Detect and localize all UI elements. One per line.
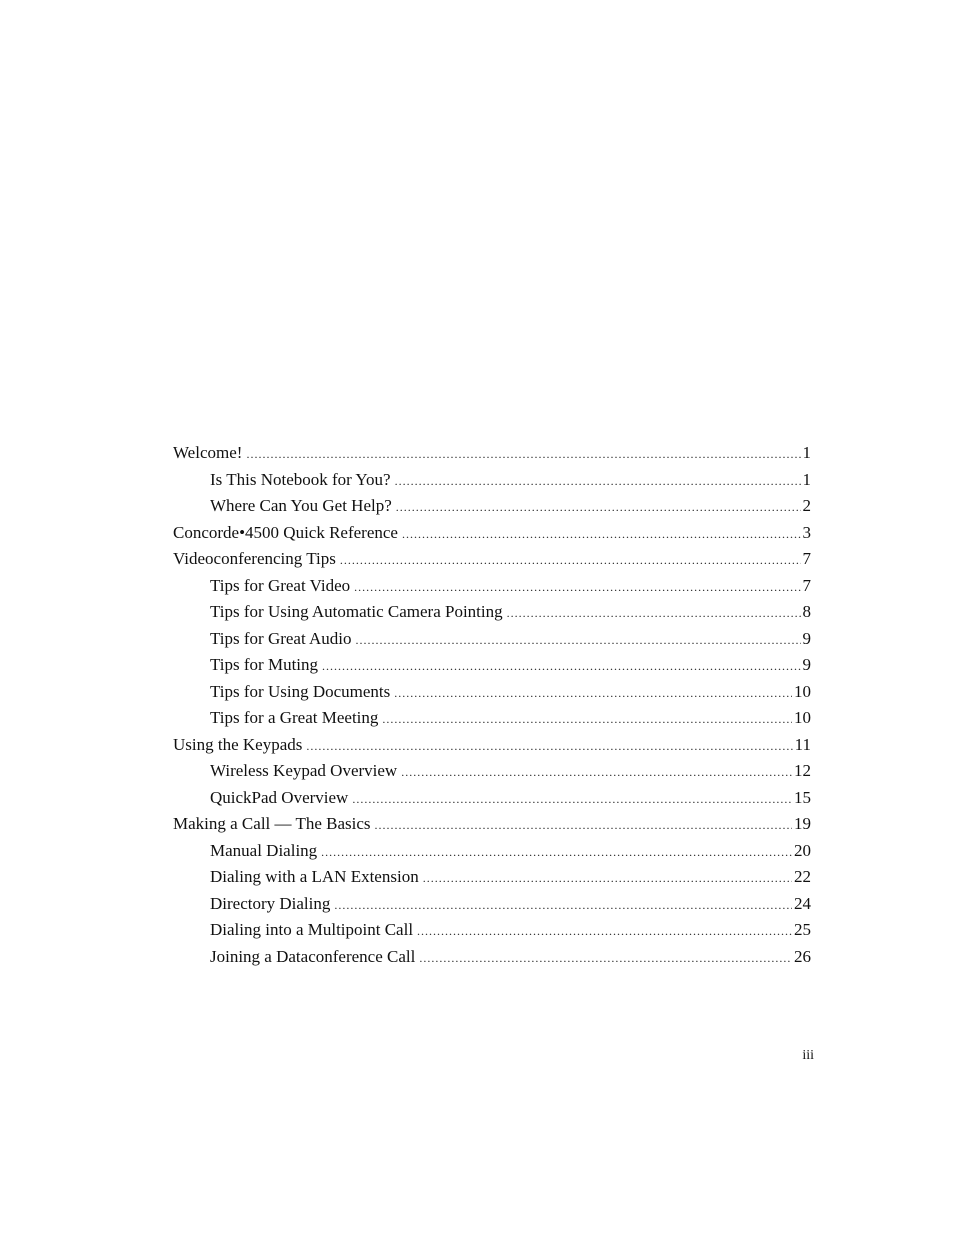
toc-entry-title: Tips for Muting xyxy=(210,655,319,674)
toc-entry[interactable] xyxy=(173,652,811,679)
table-of-contents xyxy=(173,440,811,970)
toc-dot-leader xyxy=(423,865,792,892)
toc-entry-page: 20 xyxy=(794,840,811,860)
toc-entry[interactable] xyxy=(173,864,811,891)
page-number: iii xyxy=(802,1048,814,1063)
toc-entry-page: 10 xyxy=(794,708,811,727)
toc-entry[interactable] xyxy=(173,573,811,600)
toc-dot-leader xyxy=(340,547,801,574)
toc-entry[interactable] xyxy=(173,546,811,573)
toc-entry-title: Tips for a Great Meeting xyxy=(210,708,379,727)
toc-entry-page: 26 xyxy=(794,946,811,966)
toc-entry-title: Tips for Great Audio xyxy=(210,628,352,648)
toc-entry-page: 9 xyxy=(802,655,811,674)
toc-entry[interactable] xyxy=(173,599,811,626)
toc-entry[interactable] xyxy=(173,626,811,653)
toc-entry-page: 8 xyxy=(802,602,811,621)
toc-entry[interactable] xyxy=(173,520,811,547)
toc-entry[interactable] xyxy=(173,811,811,838)
toc-entry[interactable] xyxy=(173,785,811,812)
toc-dot-leader xyxy=(246,441,800,468)
toc-entry-title: Manual Dialing xyxy=(210,840,318,860)
toc-entry[interactable] xyxy=(173,467,811,494)
toc-entry-title: Dialing with a LAN Extension xyxy=(210,867,419,886)
toc-entry-page: 10 xyxy=(794,681,811,701)
toc-entry[interactable] xyxy=(173,679,811,706)
toc-entry-page: 9 xyxy=(802,628,811,648)
toc-dot-leader xyxy=(394,680,792,707)
toc-entry-title: Using the Keypads xyxy=(173,734,303,754)
toc-dot-leader xyxy=(356,627,801,654)
toc-entry-page: 2 xyxy=(802,496,811,515)
toc-dot-leader xyxy=(382,706,792,733)
toc-dot-leader xyxy=(419,945,792,972)
toc-entry[interactable] xyxy=(173,705,811,732)
toc-entry[interactable] xyxy=(173,891,811,918)
toc-dot-leader xyxy=(417,918,792,945)
toc-entry[interactable] xyxy=(173,440,811,467)
toc-entry[interactable] xyxy=(173,838,811,865)
toc-entry-title: Is This Notebook for You? xyxy=(210,469,391,489)
toc-entry-page: 24 xyxy=(794,893,811,913)
toc-entry-title: Where Can You Get Help? xyxy=(210,496,392,515)
toc-entry-title: QuickPad Overview xyxy=(210,787,349,807)
toc-entry-page: 11 xyxy=(794,734,811,754)
toc-entry-title: Videoconferencing Tips xyxy=(173,549,336,568)
toc-entry-page: 1 xyxy=(802,469,811,489)
toc-entry-page: 1 xyxy=(802,443,811,462)
toc-dot-leader xyxy=(352,786,792,813)
toc-entry-title: Joining a Dataconference Call xyxy=(210,946,416,966)
toc-dot-leader xyxy=(306,733,792,760)
toc-dot-leader xyxy=(375,812,792,839)
toc-entry-title: Making a Call — The Basics xyxy=(173,814,371,833)
toc-dot-leader xyxy=(334,892,792,919)
toc-entry-title: Dialing into a Multipoint Call xyxy=(210,920,414,939)
toc-entry[interactable] xyxy=(173,758,811,785)
toc-dot-leader xyxy=(401,759,792,786)
toc-dot-leader xyxy=(402,521,801,548)
toc-entry-title: Tips for Using Documents xyxy=(210,681,391,701)
toc-entry-page: 15 xyxy=(794,787,811,807)
toc-entry-title: Tips for Using Automatic Camera Pointing xyxy=(210,602,503,621)
toc-entry[interactable] xyxy=(173,944,811,971)
toc-entry-page: 3 xyxy=(802,522,811,542)
toc-dot-leader xyxy=(396,494,801,521)
toc-entry[interactable] xyxy=(173,917,811,944)
toc-entry[interactable] xyxy=(173,732,811,759)
toc-dot-leader xyxy=(395,468,801,495)
toc-entry-title: Directory Dialing xyxy=(210,893,331,913)
toc-entry-page: 12 xyxy=(794,761,811,780)
toc-entry-page: 22 xyxy=(794,867,811,886)
toc-dot-leader xyxy=(322,653,800,680)
toc-entry-page: 7 xyxy=(802,575,811,595)
toc-entry-page: 19 xyxy=(794,814,811,833)
toc-entry-page: 7 xyxy=(802,549,811,568)
toc-entry-title: Tips for Great Video xyxy=(210,575,351,595)
toc-entry[interactable] xyxy=(173,493,811,520)
toc-dot-leader xyxy=(354,574,800,601)
toc-entry-page: 25 xyxy=(794,920,811,939)
toc-dot-leader xyxy=(321,839,792,866)
toc-dot-leader xyxy=(507,600,801,627)
toc-entry-title: Concorde•4500 Quick Reference xyxy=(173,522,398,542)
toc-entry-title: Wireless Keypad Overview xyxy=(210,761,398,780)
toc-entry-title: Welcome! xyxy=(173,443,243,462)
